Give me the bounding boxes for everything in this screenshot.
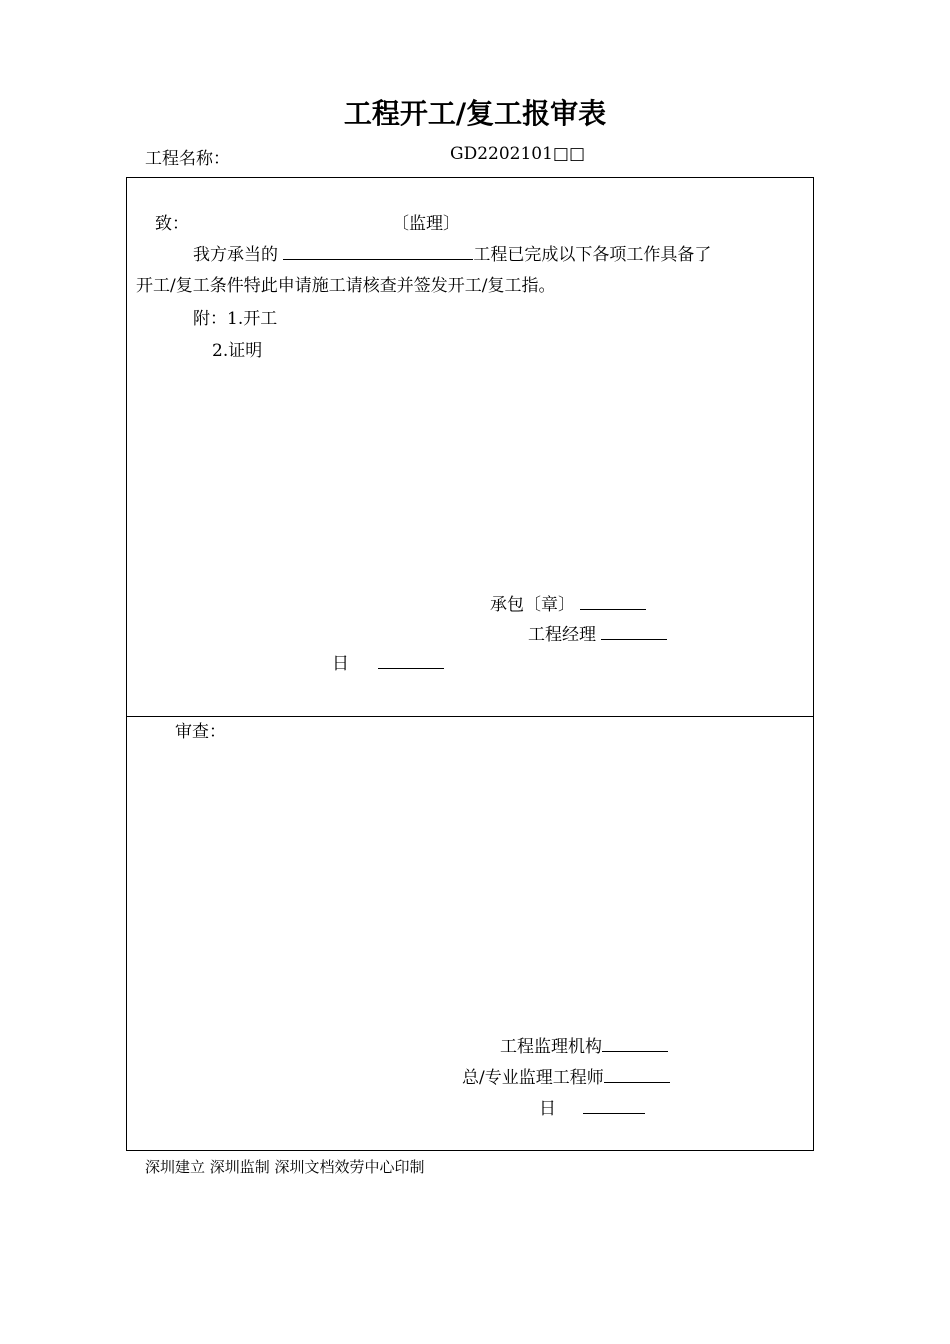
application-date-blank[interactable] bbox=[378, 650, 444, 669]
supervision-org-row bbox=[500, 1032, 668, 1057]
project-manager-label: 工程经理 bbox=[528, 625, 596, 645]
page-title: 工程开工/复工报审表 bbox=[343, 97, 607, 130]
review-date-row bbox=[539, 1094, 645, 1119]
attachment-2: 2.证明 bbox=[212, 341, 263, 361]
application-date-label: 日 bbox=[332, 654, 349, 674]
contractor-seal-row bbox=[490, 590, 646, 615]
project-manager-blank[interactable] bbox=[601, 621, 667, 640]
application-line-2: 开工/复工条件特此申请施工请核查并签发开工/复工指。 bbox=[136, 276, 556, 296]
review-date-label: 日 bbox=[539, 1099, 556, 1119]
supervising-engineer-label: 总/专业监理工程师 bbox=[462, 1068, 604, 1088]
contractor-seal-blank[interactable] bbox=[580, 591, 646, 610]
supervising-engineer-row bbox=[462, 1063, 670, 1088]
line1-prefix: 我方承当的 bbox=[193, 245, 278, 265]
supervisor-label: 〔监理〕 bbox=[392, 214, 460, 234]
supervision-org-label: 工程监理机构 bbox=[500, 1037, 602, 1057]
review-date-blank[interactable] bbox=[583, 1095, 645, 1114]
to-label: 致： bbox=[155, 214, 189, 234]
application-date-row bbox=[332, 649, 444, 674]
project-manager-row bbox=[528, 620, 667, 645]
application-line-1 bbox=[193, 240, 711, 265]
contractor-seal-label: 承包〔章〕 bbox=[490, 595, 575, 615]
project-name-label: 工程名称： bbox=[145, 149, 230, 169]
review-label: 审查： bbox=[175, 722, 226, 742]
section-divider bbox=[126, 716, 814, 717]
supervising-engineer-blank[interactable] bbox=[604, 1064, 670, 1083]
form-code: GD2202101□□ bbox=[450, 144, 586, 164]
attachment-1: 附：1.开工 bbox=[193, 309, 278, 329]
footer-text: 深圳建立 深圳监制 深圳文档效劳中心印制 bbox=[145, 1158, 425, 1176]
line1-suffix: 工程已完成以下各项工作具备了 bbox=[473, 245, 712, 265]
project-name-blank[interactable] bbox=[283, 241, 473, 260]
supervision-org-blank[interactable] bbox=[602, 1033, 668, 1052]
